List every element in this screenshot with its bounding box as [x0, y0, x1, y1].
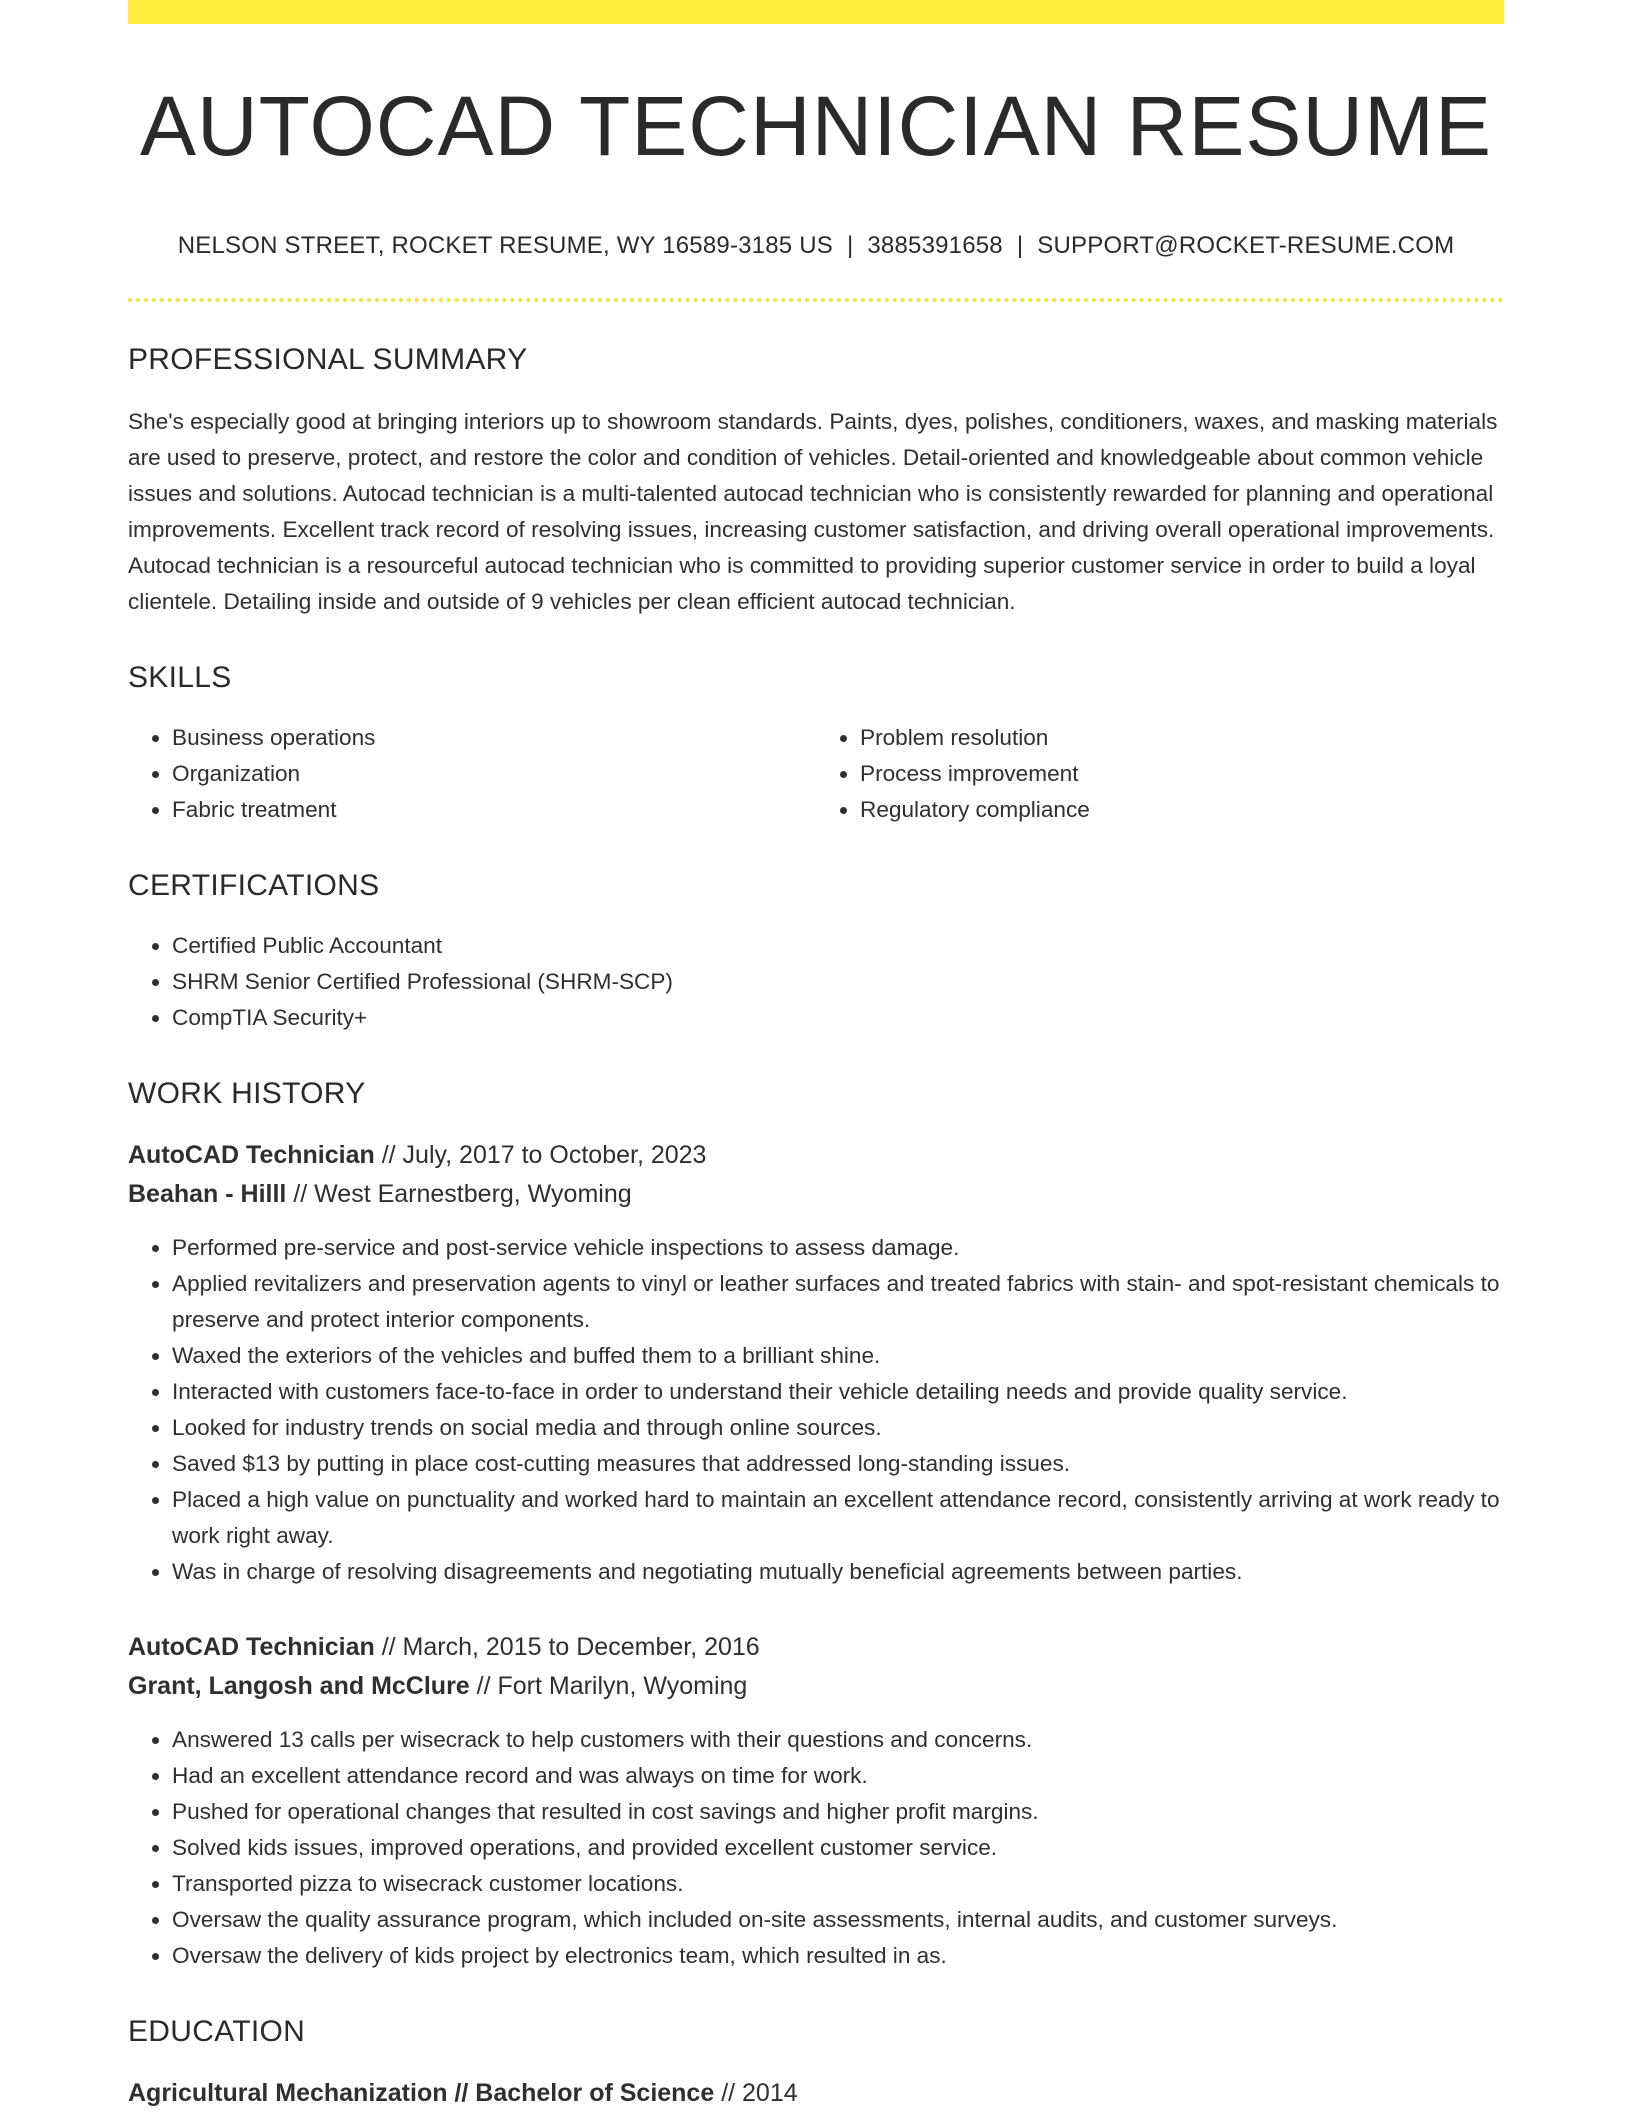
job-company: Grant, Langosh and McClure	[128, 1672, 470, 1700]
summary-text: She's especially good at bringing interiors up to showroom standards. Paints, dyes, polishes, conditioners, waxes, and masking materials are used to preserve, protect, and restore the color and condition of vehicles. Detail-oriented and knowledgeable about common vehicle issues and solutions. Autocad technician is a multi-talented autocad technician who is consistently rewarded for planning and operational improvements. Excellent track record of resolving issues, increasing customer satisfaction, and driving overall operational improvements. Autocad technician is a resourceful autocad technician who is committed to providing superior customer service in order to build a loyal clientele. Detailing inside and outside of 9 vehicles per clean efficient autocad technician.	[128, 409, 1498, 614]
skills-right-list	[816, 720, 1504, 828]
certification-item: • SHRM Senior Certified Professional (SHRM-SCP)	[172, 964, 1504, 1000]
job-bullets	[128, 1722, 1504, 1974]
job-bullet: • Oversaw the delivery of kids project by electronics team, which resulted in as.	[172, 1938, 1504, 1974]
skill-item: • Regulatory compliance	[860, 792, 1504, 828]
certification-item: • Certified Public Accountant	[172, 928, 1504, 964]
job-company: Beahan - Hilll	[128, 1180, 287, 1208]
job-title-line	[128, 1136, 1504, 1175]
contact-separator: |	[846, 232, 854, 259]
resume-page	[128, 0, 1504, 2113]
skill-item: • Business operations	[172, 720, 816, 756]
education-heading: EDUCATION	[128, 2015, 306, 2048]
job-bullet: • Solved kids issues, improved operations, and provided excellent customer service.	[172, 1830, 1504, 1866]
job-bullet: • Was in charge of resolving disagreements and negotiating mutually beneficial agreements between parties.	[172, 1554, 1504, 1590]
job-bullet: • Placed a high value on punctuality and worked hard to maintain an excellent attendance record, consistently arriving at work ready to work right away.	[172, 1482, 1504, 1554]
contact-address: NELSON STREET, ROCKET RESUME, WY 16589-3185 US	[177, 232, 833, 259]
dotted-divider	[128, 298, 1504, 302]
work-history-heading: WORK HISTORY	[128, 1077, 366, 1110]
job-bullets	[128, 1230, 1504, 1590]
resume-title: AUTOCAD TECHNICIAN RESUME	[139, 79, 1493, 173]
education-line	[128, 2074, 1504, 2113]
skill-item: • Fabric treatment	[172, 792, 816, 828]
job-title: AutoCAD Technician	[128, 1141, 375, 1169]
summary-heading: PROFESSIONAL SUMMARY	[128, 343, 528, 376]
skills-columns	[128, 720, 1504, 828]
certification-item: • CompTIA Security+	[172, 1000, 1504, 1036]
certifications-section	[128, 868, 1504, 1036]
job-company-line	[128, 1175, 1504, 1214]
job-bullet: • Oversaw the quality assurance program, which included on-site assessments, internal audits, and customer surveys.	[172, 1902, 1504, 1938]
skills-heading: SKILLS	[128, 661, 232, 694]
job-dates: // March, 2015 to December, 2016	[374, 1633, 760, 1661]
job-bullet: • Interacted with customers face-to-face in order to understand their vehicle detailing needs and provide quality service.	[172, 1374, 1504, 1410]
job-company-line	[128, 1667, 1504, 1706]
education-year: // 2014	[714, 2079, 798, 2107]
job-bullet: • Applied revitalizers and preservation agents to vinyl or leather surfaces and treated fabrics with stain- and spot-resistant chemicals to preserve and protect interior components.	[172, 1266, 1504, 1338]
certifications-list	[128, 928, 1504, 1036]
job-bullet: • Waxed the exteriors of the vehicles and buffed them to a brilliant shine.	[172, 1338, 1504, 1374]
job-location: // West Earnestberg, Wyoming	[286, 1180, 632, 1208]
contact-phone: 3885391658	[867, 232, 1003, 259]
education-field: Agricultural Mechanization // Bachelor of Science	[128, 2079, 715, 2107]
skill-item: • Organization	[172, 756, 816, 792]
summary-section	[128, 342, 1504, 620]
job-bullet: • Looked for industry trends on social media and through online sources.	[172, 1410, 1504, 1446]
work-history-section	[128, 1076, 1504, 1974]
skills-left-list	[128, 720, 816, 828]
job-dates: // July, 2017 to October, 2023	[374, 1141, 707, 1169]
job-entry	[128, 1628, 1504, 1974]
job-bullet: • Saved $13 by putting in place cost-cutting measures that addressed long-standing issues.	[172, 1446, 1504, 1482]
contact-separator: |	[1016, 232, 1024, 259]
job-bullet: • Performed pre-service and post-service vehicle inspections to assess damage.	[172, 1230, 1504, 1266]
job-bullet: • Had an excellent attendance record and was always on time for work.	[172, 1758, 1504, 1794]
job-location: // Fort Marilyn, Wyoming	[469, 1672, 748, 1700]
contact-line	[128, 232, 1504, 260]
job-bullet: • Pushed for operational changes that resulted in cost savings and higher profit margins.	[172, 1794, 1504, 1830]
job-bullet: • Transported pizza to wisecrack customer locations.	[172, 1866, 1504, 1902]
skills-section	[128, 660, 1504, 828]
job-entry	[128, 1136, 1504, 1590]
certifications-heading: CERTIFICATIONS	[128, 869, 380, 902]
contact-email[interactable]: SUPPORT@ROCKET-RESUME.COM	[1037, 232, 1455, 259]
skill-item: • Process improvement	[860, 756, 1504, 792]
skill-item: • Problem resolution	[860, 720, 1504, 756]
job-title-line	[128, 1628, 1504, 1667]
education-section	[128, 2014, 1504, 2113]
job-bullet: • Answered 13 calls per wisecrack to help customers with their questions and concerns.	[172, 1722, 1504, 1758]
top-accent-bar	[128, 0, 1504, 24]
job-title: AutoCAD Technician	[128, 1633, 375, 1661]
